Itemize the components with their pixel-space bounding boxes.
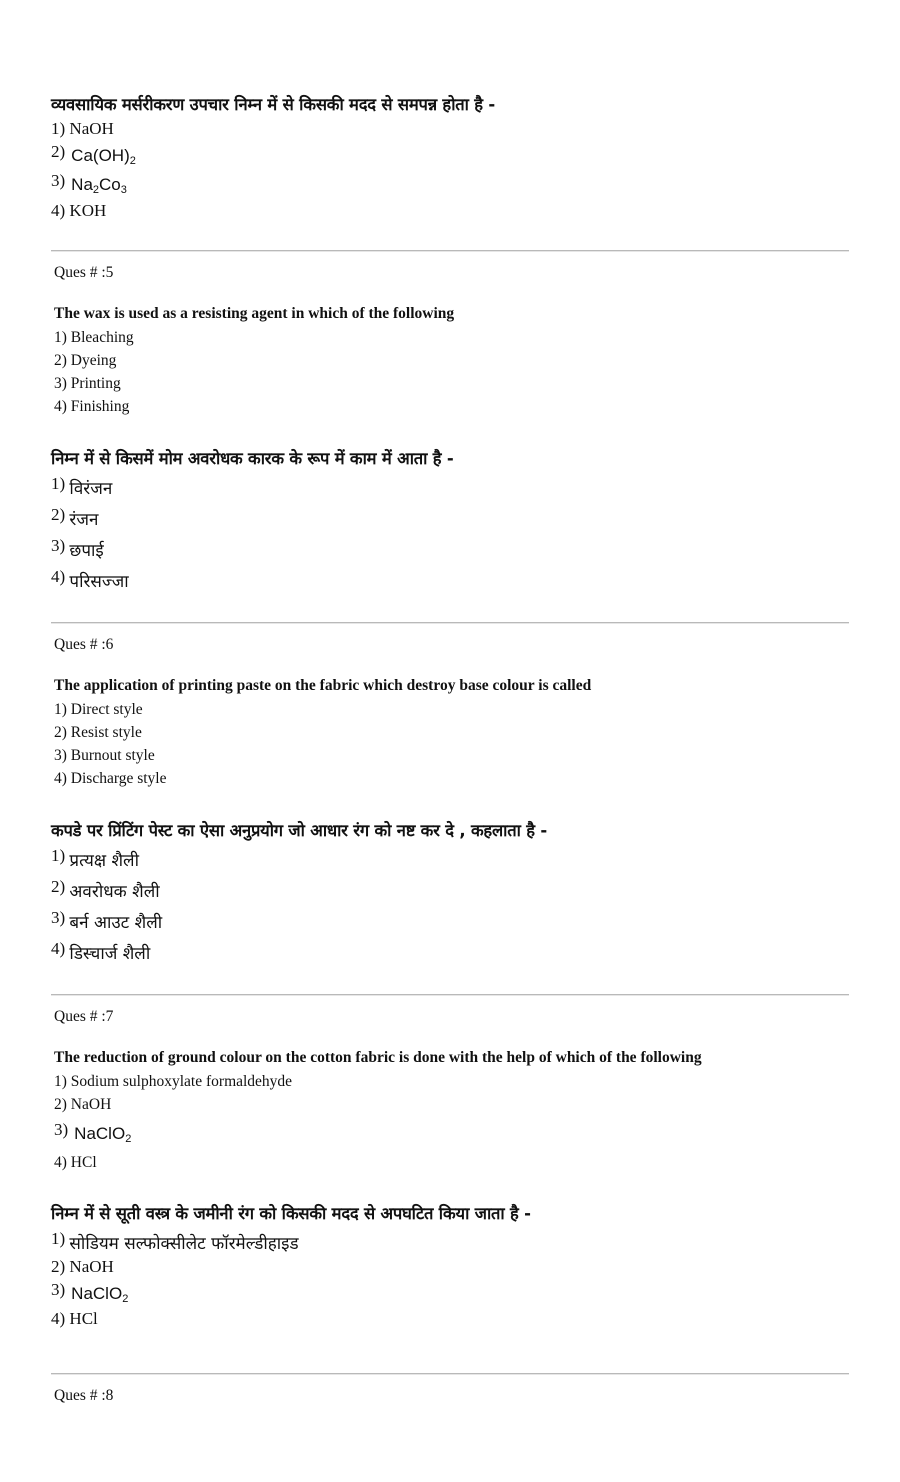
option-text: अवरोधक शैली	[69, 882, 160, 902]
question-6-hindi-text: कपडे पर प्रिंटिंग पेस्ट का ऐसा अनुप्रयोग जो आधार रंग को नष्ट कर दे , कहलाता है -	[51, 821, 548, 840]
q4-option-1	[51, 119, 114, 139]
q5-option-hi-1	[51, 476, 112, 499]
option-text: NaOH	[70, 1096, 112, 1113]
option-number: 4)	[51, 201, 66, 220]
separator-line	[51, 1373, 849, 1374]
q6-option-en-4: 4) Discharge style	[54, 770, 167, 787]
q5-option-hi-4	[51, 569, 129, 592]
q7-option-en-2	[54, 1096, 111, 1114]
formula-subscript: 2	[125, 1133, 132, 1145]
formula-base: NaClO	[74, 1124, 126, 1143]
question-7-hindi-text: निम्न में से सूती वस्त्र के जमीनी रंग को किसकी मदद से अपघटित किया जाता है -	[51, 1204, 531, 1223]
question-7-english-text: The reduction of ground colour on the cotton fabric is done with the help of which of the following	[54, 1049, 702, 1066]
option-text: सोडियम सल्फोक्सीलेट फॉरमेल्डीहाइड	[69, 1234, 299, 1254]
option-number: 4)	[54, 1154, 67, 1171]
option-text: बर्न आउट शैली	[69, 913, 163, 933]
separator-line	[51, 250, 849, 251]
formula-base: NaClO	[71, 1284, 123, 1303]
option-number: 3)	[51, 908, 66, 927]
option-number: 2)	[54, 1096, 67, 1113]
option-text: HCl	[70, 1154, 97, 1171]
option-text: डिस्चार्ज शैली	[69, 944, 151, 964]
q6-option-hi-3	[51, 910, 162, 933]
question-7-number: Ques # :7	[54, 1008, 114, 1025]
formula-base: Ca(OH)	[71, 146, 130, 165]
question-8-number: Ques # :8	[54, 1387, 114, 1404]
option-text: Sodium sulphoxylate formaldehyde	[70, 1073, 293, 1090]
option-number: 2)	[51, 142, 66, 161]
q6-option-en-3: 3) Burnout style	[54, 747, 155, 764]
formula-subscript: 2	[122, 1293, 129, 1305]
option-number: 4)	[51, 567, 66, 586]
q4-option-4	[51, 201, 106, 221]
option-number: 4)	[51, 1309, 66, 1328]
question-6-english-text: The application of printing paste on the fabric which destroy base colour is called	[54, 677, 592, 694]
formula-subscript: 3	[120, 184, 127, 196]
option-text: HCl	[69, 1309, 98, 1328]
q6-option-en-2: 2) Resist style	[54, 724, 142, 741]
q7-option-hi-1	[51, 1231, 299, 1254]
formula-subscript: 2	[92, 184, 100, 196]
question-5-hindi-text: निम्न में से किसमें मोम अवरोधक कारक के रूप में काम में आता है -	[51, 449, 454, 468]
option-number: 2)	[51, 505, 66, 524]
q7-option-hi-2	[51, 1257, 114, 1277]
q6-option-hi-4	[51, 941, 150, 964]
q5-option-hi-3	[51, 538, 104, 561]
q7-option-en-1	[54, 1073, 292, 1091]
formula-subscript: 2	[129, 155, 136, 167]
q5-option-hi-2	[51, 507, 98, 530]
q4-option-2	[51, 142, 136, 167]
q7-option-hi-4	[51, 1309, 98, 1329]
formula-ca-oh-2	[71, 146, 136, 165]
formula-naclo2	[74, 1124, 131, 1143]
separator-line	[51, 622, 849, 623]
q5-option-en-1: 1) Bleaching	[54, 329, 134, 346]
option-text: KOH	[69, 201, 107, 220]
q6-option-hi-2	[51, 879, 160, 902]
q7-option-en-3	[54, 1120, 132, 1145]
question-5-number: Ques # :5	[54, 264, 114, 281]
separator-line	[51, 994, 849, 995]
q5-option-en-3: 3) Printing	[54, 375, 121, 392]
option-number: 1)	[51, 846, 66, 865]
option-number: 1)	[54, 1073, 67, 1090]
question-5-english-text: The wax is used as a resisting agent in which of the following	[54, 305, 455, 322]
option-text: प्रत्यक्ष शैली	[69, 851, 139, 871]
option-number: 3)	[51, 171, 66, 190]
option-text: परिसज्जा	[69, 572, 129, 592]
option-text: NaOH	[69, 119, 114, 138]
option-number: 1)	[51, 119, 66, 138]
formula-naclo2	[71, 1284, 128, 1303]
question-4-hindi-text: व्यवसायिक मर्सरीकरण उपचार निम्न में से किसकी मदद से समपन्न होता है -	[51, 95, 496, 114]
option-number: 4)	[51, 939, 66, 958]
option-text: छपाई	[69, 541, 104, 561]
q6-option-hi-1	[51, 848, 139, 871]
formula-na2co3	[71, 175, 127, 194]
formula-base: Na	[71, 175, 93, 194]
option-number: 1)	[51, 474, 66, 493]
option-number: 2)	[51, 877, 66, 896]
q5-option-en-2: 2) Dyeing	[54, 352, 117, 369]
question-6-number: Ques # :6	[54, 636, 114, 653]
option-number: 2)	[51, 1257, 66, 1276]
option-number: 1)	[51, 1229, 66, 1248]
q7-option-hi-3	[51, 1280, 129, 1305]
option-text: रंजन	[69, 510, 99, 530]
q6-option-en-1: 1) Direct style	[54, 701, 143, 718]
q5-option-en-4: 4) Finishing	[54, 398, 130, 415]
option-number: 3)	[54, 1120, 69, 1139]
option-number: 3)	[51, 536, 66, 555]
q4-option-3	[51, 171, 127, 196]
formula-base: Co	[99, 175, 121, 194]
option-text: विरंजन	[69, 479, 113, 499]
option-text: NaOH	[69, 1257, 114, 1276]
q7-option-en-4	[54, 1154, 97, 1172]
option-number: 3)	[51, 1280, 66, 1299]
